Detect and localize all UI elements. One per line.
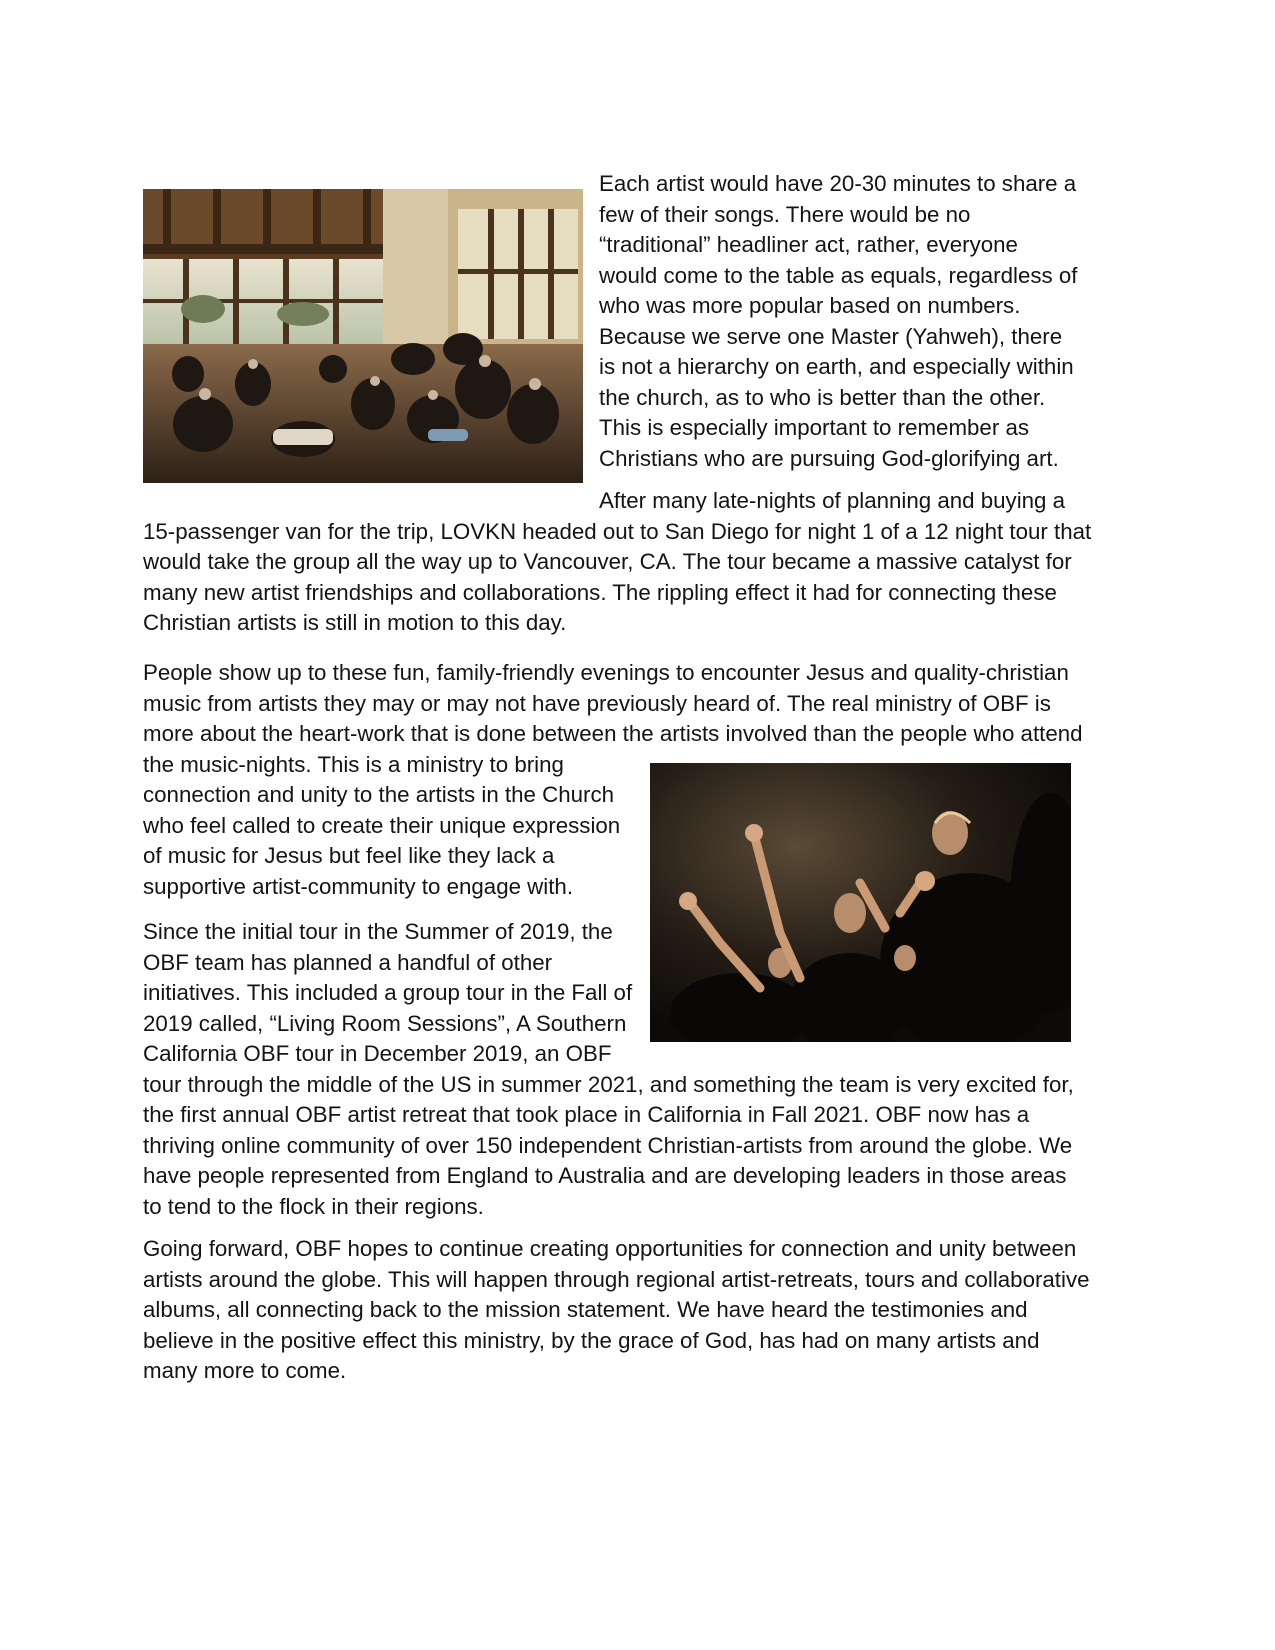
text-line: OBF team has planned a handful of other [143, 949, 553, 975]
text-line: the first annual OBF artist retreat that took place in California in Fall 2021. OBF now has a [143, 1102, 1030, 1127]
text-line: who feel called to create their unique expression [143, 812, 621, 838]
text-line: who was more popular based on numbers. [599, 293, 1021, 318]
text-line: Going forward, OBF hopes to continue creating opportunities for connection and unity between [143, 1236, 1077, 1261]
text-line: is not a hierarchy on earth, and especially within [599, 354, 1074, 379]
text-line: the music-nights. This is a ministry to bring [143, 751, 564, 777]
text-line: People show up to these fun, family-friendly evenings to encounter Jesus and quality-christian [143, 660, 1069, 685]
text-line: Since the initial tour in the Summer of 2019, the [143, 919, 613, 944]
text-line: of music for Jesus but feel like they lack a [143, 843, 555, 868]
paragraph-initiatives [143, 917, 1143, 1222]
text-line: tour through the middle of the US in summer 2021, and something the team is very excited for, [143, 1071, 1074, 1097]
text-line: 15-passenger van for the trip, LOVKN headed out to San Diego for night 1 of a 12 night tour that [143, 518, 1092, 544]
group-circle-photo [143, 189, 583, 483]
text-line: would come to the table as equals, regardless of [599, 262, 1078, 288]
text-line: have people represented from England to Australia and are developing leaders in those areas [143, 1163, 1067, 1188]
text-line: albums, all connecting back to the mission statement. We have heard the testimonies and [143, 1297, 1028, 1322]
text-line: Christians who are pursuing God-glorifying art. [599, 445, 1059, 471]
paragraph-going-forward [143, 1234, 1143, 1387]
text-line: Christian artists is still in motion to this day. [143, 610, 567, 635]
text-line: Each artist would have 20-30 minutes to share a [599, 171, 1077, 196]
text-line: many more to come. [143, 1358, 347, 1383]
text-line: 2019 called, “Living Room Sessions”, A Southern [143, 1010, 627, 1036]
text-line: believe in the positive effect this ministry, by the grace of God, has had on many artists and [143, 1327, 1040, 1353]
text-line: music from artists they may or may not have previously heard of. The real ministry of OBF is [143, 690, 1051, 716]
text-line: California OBF tour in December 2019, an OBF [143, 1041, 612, 1066]
paragraph-artist-time [599, 169, 1099, 474]
text-line: connection and unity to the artists in the Church [143, 782, 614, 807]
text-line: the church, as to who is better than the other. [599, 384, 1046, 410]
text-line: many new artist friendships and collaborations. The rippling effect it had for connecting these [143, 579, 1057, 605]
text-line: supportive artist-community to engage with. [143, 873, 574, 899]
text-line: “traditional” headliner act, rather, everyone [599, 232, 1018, 257]
text-line: thriving online community of over 150 independent Christian-artists from around the globe. We [143, 1132, 1073, 1158]
text-line: artists around the globe. This will happen through regional artist-retreats, tours and collaborative [143, 1266, 1090, 1292]
text-line: Because we serve one Master (Yahweh), there [599, 323, 1063, 349]
text-line: few of their songs. There would be no [599, 201, 971, 227]
text-line: This is especially important to remember as [599, 415, 1029, 440]
text-line: to tend to the flock in their regions. [143, 1193, 484, 1219]
text-line: would take the group all the way up to Vancouver, CA. The tour became a massive catalyst for [143, 549, 1072, 574]
text-line: more about the heart-work that is done between the artists involved than the people who attend [143, 721, 1083, 746]
text-line: initiatives. This included a group tour in the Fall of [143, 980, 633, 1005]
text-line: After many late-nights of planning and buying a [599, 488, 1066, 513]
paragraph-tour [143, 486, 1143, 639]
